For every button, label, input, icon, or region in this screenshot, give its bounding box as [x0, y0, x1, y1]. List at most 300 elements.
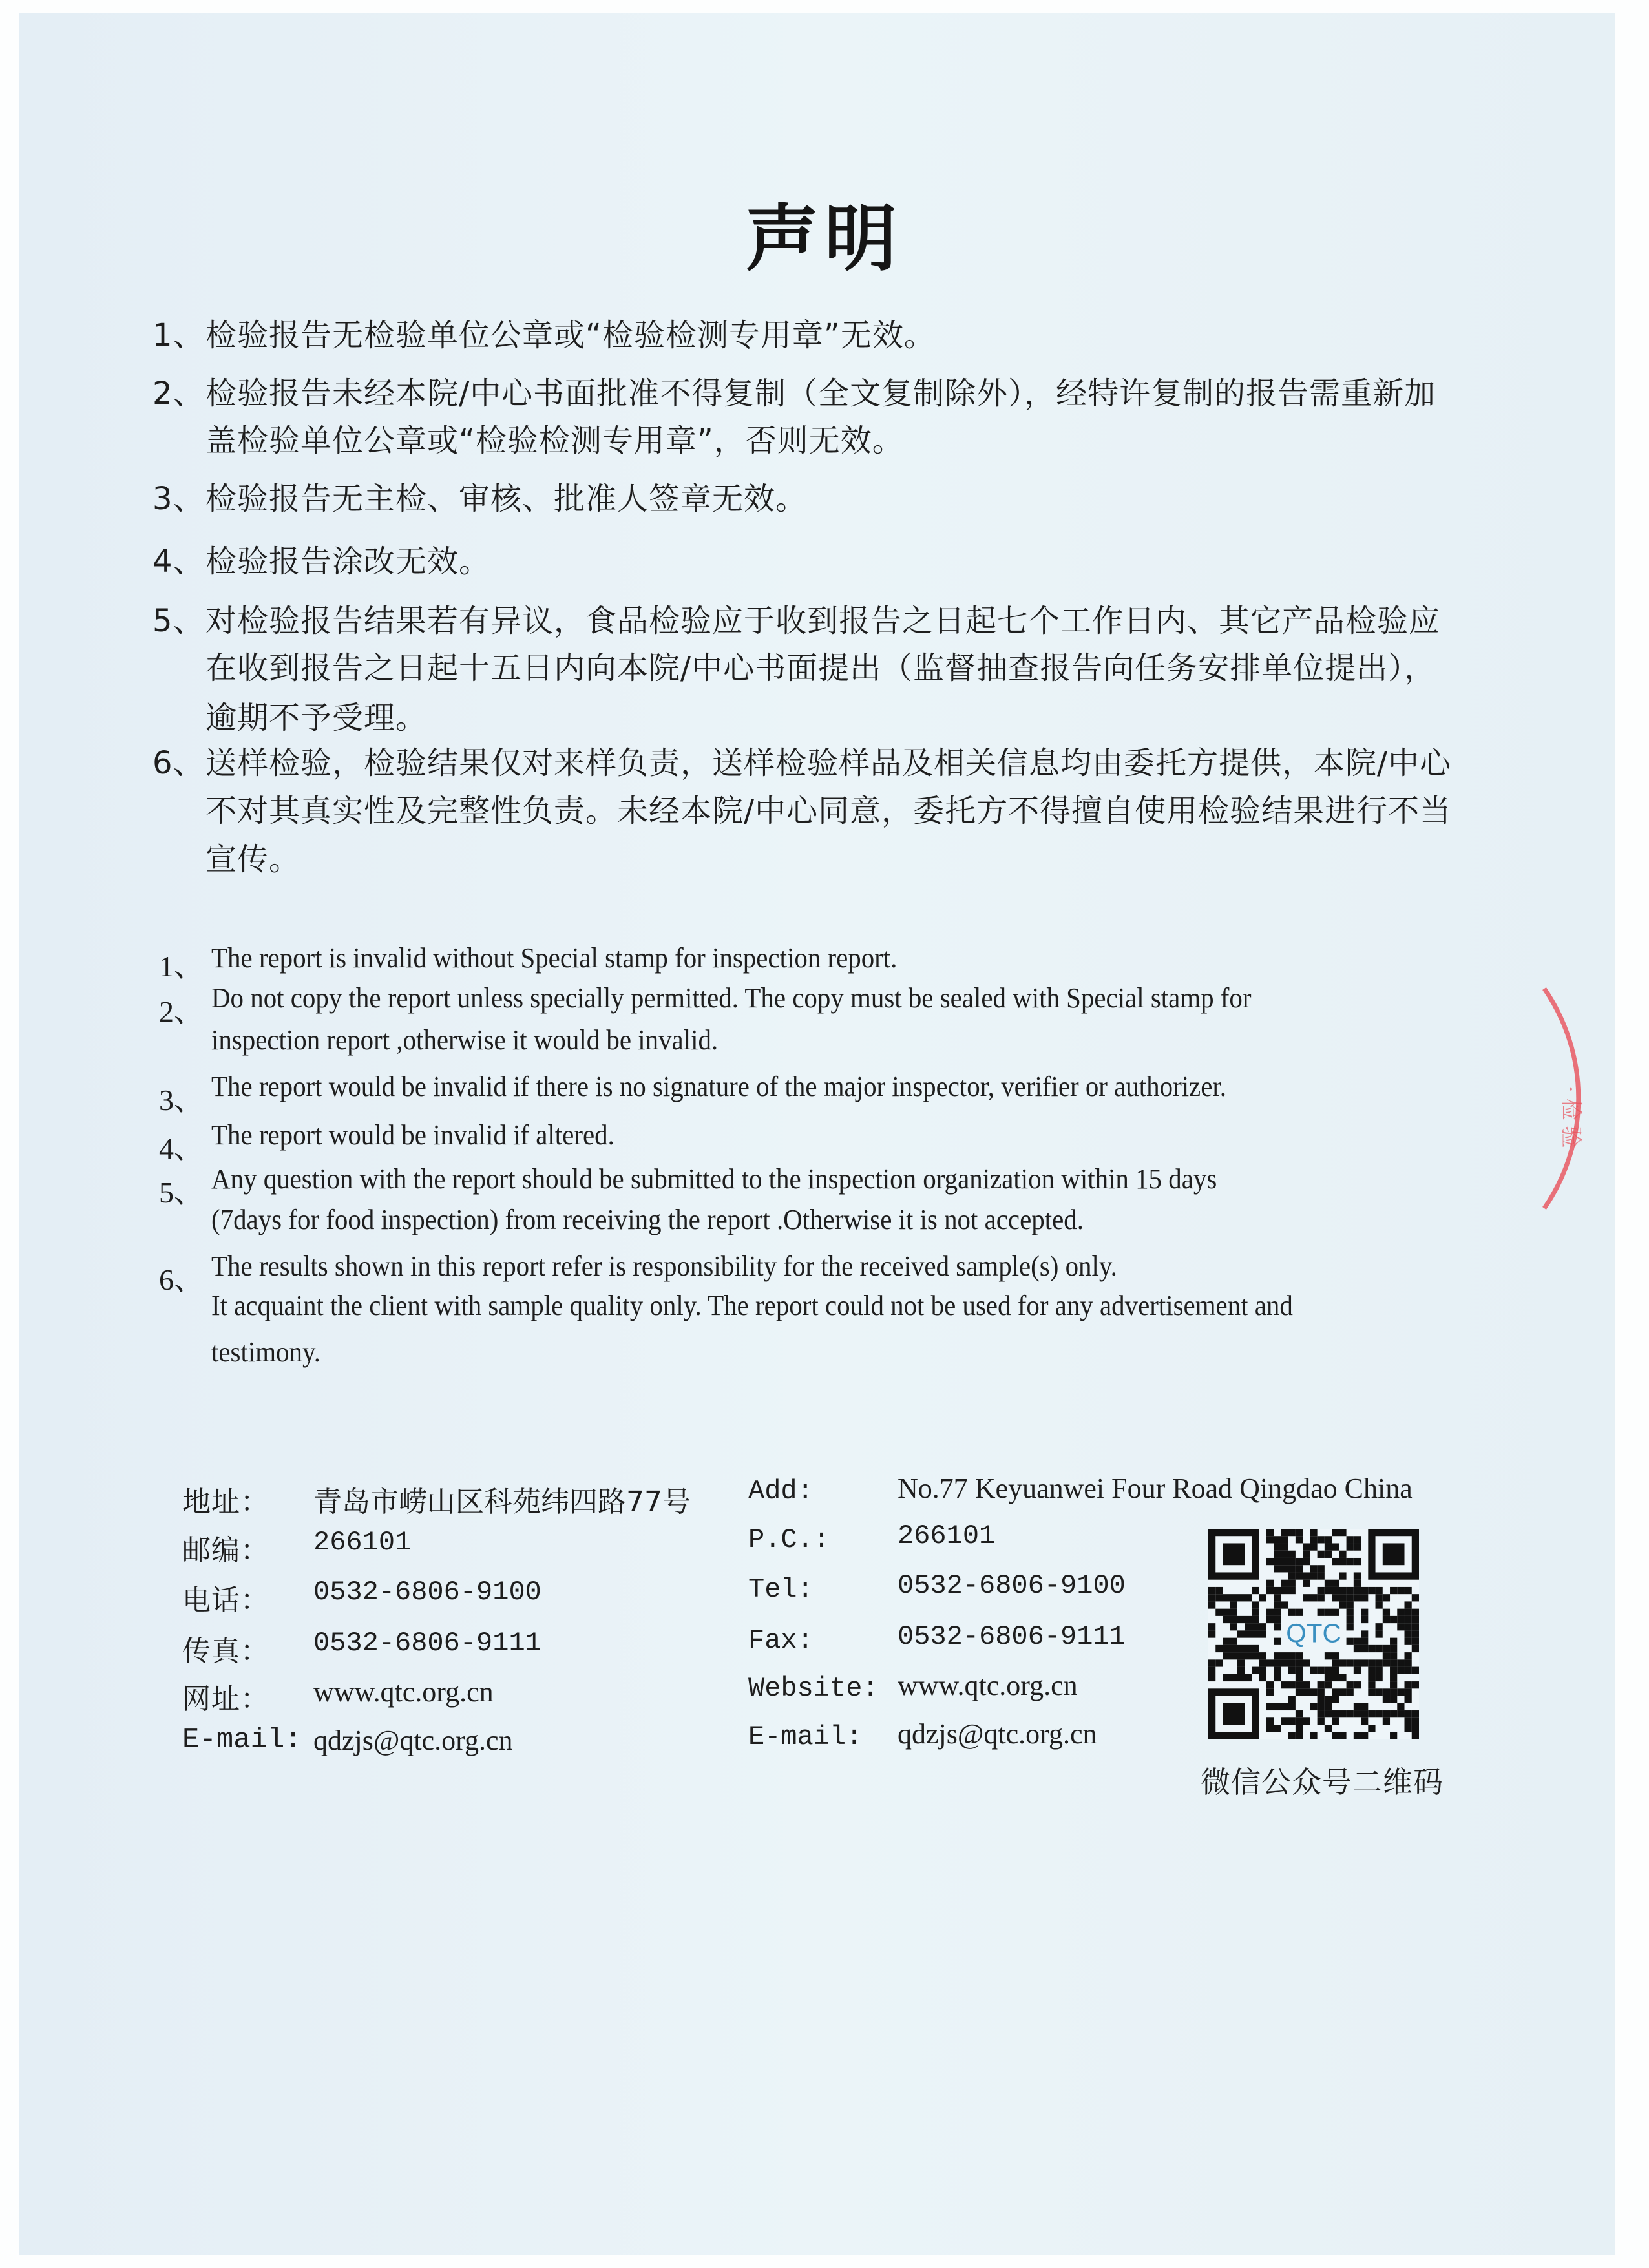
contact-value-en: 0532-6806-9100: [898, 1570, 1126, 1601]
qr-module: [1252, 1616, 1259, 1623]
qr-module: [1274, 1558, 1281, 1565]
qr-module: [1296, 1536, 1303, 1543]
qr-module: [1266, 1725, 1274, 1732]
qr-module: [1259, 1652, 1266, 1659]
qr-module: [1368, 1710, 1375, 1717]
qr-module: [1390, 1587, 1397, 1594]
qr-module: [1223, 1652, 1230, 1659]
en-item-text: The results shown in this report refer is responsibility for the received sample(s) only.: [211, 1250, 1117, 1282]
cn-item-number: 1、: [152, 317, 205, 353]
qr-module: [1325, 1667, 1332, 1674]
qr-module: [1303, 1688, 1310, 1696]
qr-module: [1245, 1594, 1252, 1601]
qr-module: [1266, 1587, 1274, 1594]
qr-module: [1376, 1645, 1383, 1652]
qr-module: [1208, 1674, 1215, 1681]
qr-module: [1237, 1674, 1245, 1681]
qr-module: [1318, 1667, 1325, 1674]
qr-module: [1288, 1667, 1296, 1674]
qr-module: [1361, 1710, 1368, 1717]
contact-label-cn: 网址：: [182, 1683, 269, 1716]
qr-module: [1368, 1688, 1375, 1696]
qr-module: [1405, 1652, 1412, 1659]
qr-module: [1266, 1717, 1274, 1725]
qr-module: [1237, 1630, 1245, 1637]
qr-finder: [1383, 1543, 1405, 1565]
qr-module: [1397, 1667, 1404, 1674]
qr-module: [1259, 1623, 1266, 1630]
qr-module: [1390, 1732, 1397, 1739]
qr-module: [1296, 1558, 1303, 1565]
qr-module: [1274, 1652, 1281, 1659]
qr-module: [1368, 1674, 1375, 1681]
qr-module: [1230, 1616, 1237, 1623]
qr-module: [1274, 1587, 1281, 1594]
qr-module: [1376, 1587, 1383, 1594]
qr-module: [1274, 1536, 1281, 1543]
qr-finder: [1223, 1703, 1245, 1725]
contact-value-en: 266101: [898, 1520, 996, 1551]
qr-module: [1230, 1601, 1237, 1608]
qr-module: [1383, 1717, 1390, 1725]
qr-module: [1383, 1710, 1390, 1717]
qr-module: [1318, 1688, 1325, 1696]
qr-module: [1412, 1594, 1419, 1601]
qr-module: [1296, 1710, 1303, 1717]
qr-module: [1325, 1551, 1332, 1558]
cn-item-text: 逾期不予受理。: [205, 700, 428, 736]
qr-module: [1354, 1543, 1361, 1550]
qr-module: [1288, 1565, 1296, 1572]
qr-module: [1230, 1674, 1237, 1681]
qr-module: [1288, 1587, 1296, 1594]
qr-module: [1361, 1630, 1368, 1637]
qr-module: [1252, 1623, 1259, 1630]
cn-item-number: 5、: [152, 603, 205, 639]
qr-module: [1405, 1601, 1412, 1608]
qr-module: [1347, 1594, 1354, 1601]
qr-module: [1354, 1580, 1361, 1587]
qr-module: [1237, 1659, 1245, 1666]
qr-module: [1347, 1543, 1354, 1550]
qr-module: [1405, 1630, 1412, 1637]
qr-module: [1296, 1609, 1303, 1616]
qr-module: [1339, 1594, 1346, 1601]
qr-module: [1215, 1645, 1223, 1652]
qr-module: [1259, 1594, 1266, 1601]
qr-module: [1332, 1696, 1339, 1703]
qr-module: [1325, 1696, 1332, 1703]
qr-module: [1237, 1652, 1245, 1659]
cn-item-text: 送样检验，检验结果仅对来样负责，送样检验样品及相关信息均由委托方提供，本院/中心: [205, 745, 1452, 781]
qr-module: [1405, 1725, 1412, 1732]
qr-module: [1325, 1536, 1332, 1543]
qr-module: [1303, 1717, 1310, 1725]
contact-label-cn: E-mail:: [182, 1724, 302, 1756]
qr-module: [1296, 1725, 1303, 1732]
qr-module: [1296, 1572, 1303, 1579]
qr-module: [1354, 1645, 1361, 1652]
qr-module: [1390, 1710, 1397, 1717]
qr-module: [1310, 1594, 1317, 1601]
qr-module: [1347, 1536, 1354, 1543]
contact-label-cn: 传真：: [182, 1635, 269, 1668]
qr-module: [1274, 1703, 1281, 1710]
qr-module: [1310, 1572, 1317, 1579]
qr-module: [1347, 1623, 1354, 1630]
qr-module: [1368, 1659, 1375, 1666]
en-item-text: testimony.: [211, 1336, 320, 1368]
qr-module: [1215, 1659, 1223, 1666]
qr-module: [1383, 1616, 1390, 1623]
qr-module: [1318, 1587, 1325, 1594]
qr-module: [1274, 1543, 1281, 1550]
qr-module: [1339, 1572, 1346, 1579]
qr-module: [1259, 1667, 1266, 1674]
qr-module: [1266, 1703, 1274, 1710]
qr-module: [1347, 1688, 1354, 1696]
qr-module: [1376, 1688, 1383, 1696]
qr-module: [1361, 1609, 1368, 1616]
page-title: 声明: [746, 197, 903, 281]
cn-item-text: 检验报告涂改无效。: [205, 543, 491, 580]
qr-module: [1266, 1536, 1274, 1543]
qr-module: [1208, 1623, 1215, 1630]
qr-module: [1296, 1674, 1303, 1681]
qr-module: [1259, 1630, 1266, 1637]
en-item-number: 2、: [159, 995, 204, 1028]
qr-module: [1332, 1609, 1339, 1616]
qr-module: [1354, 1536, 1361, 1543]
qr-module: [1354, 1703, 1361, 1710]
qr-module: [1390, 1616, 1397, 1623]
en-item-text: (7days for food inspection) from receiving the report .Otherwise it is not accepted.: [211, 1204, 1084, 1235]
qr-module: [1332, 1710, 1339, 1717]
qr-module: [1215, 1594, 1223, 1601]
qr-module: [1332, 1667, 1339, 1674]
en-item-text: inspection report ,otherwise it would be invalid.: [211, 1024, 719, 1056]
qr-module: [1383, 1688, 1390, 1696]
contact-value-en: www.qtc.org.cn: [898, 1670, 1078, 1701]
qr-module: [1245, 1623, 1252, 1630]
qr-module: [1332, 1580, 1339, 1587]
en-item-text: It acquaint the client with sample quality only. The report could not be used for any advertisement and: [211, 1290, 1293, 1321]
qr-module: [1288, 1703, 1296, 1710]
qr-module: [1318, 1594, 1325, 1601]
qtc-logo: QTC: [1286, 1618, 1341, 1648]
en-item-number: 3、: [159, 1084, 204, 1117]
qr-module: [1281, 1529, 1288, 1536]
qr-module: [1325, 1587, 1332, 1594]
contact-label-en: Website:: [748, 1673, 879, 1704]
qr-module: [1325, 1674, 1332, 1681]
qr-module: [1288, 1609, 1296, 1616]
qr-module: [1281, 1681, 1288, 1688]
qr-module: [1361, 1638, 1368, 1645]
qr-module: [1376, 1623, 1383, 1630]
qr-module: [1318, 1565, 1325, 1572]
qr-module: [1252, 1652, 1259, 1659]
qr-caption: 微信公众号二维码: [1201, 1765, 1444, 1800]
qr-module: [1354, 1710, 1361, 1717]
qr-module: [1339, 1659, 1346, 1666]
qr-module: [1397, 1703, 1404, 1710]
qr-module: [1215, 1609, 1223, 1616]
qr-module: [1252, 1601, 1259, 1608]
qr-module: [1347, 1638, 1354, 1645]
qr-module: [1347, 1587, 1354, 1594]
qr-module: [1310, 1543, 1317, 1550]
qr-module: [1361, 1717, 1368, 1725]
qr-module: [1296, 1667, 1303, 1674]
qr-module: [1347, 1681, 1354, 1688]
qr-module: [1339, 1688, 1346, 1696]
qr-module: [1281, 1601, 1288, 1608]
qr-module: [1303, 1681, 1310, 1688]
qr-module: [1325, 1725, 1332, 1732]
qr-module: [1281, 1652, 1288, 1659]
qr-module: [1266, 1558, 1274, 1565]
qr-module: [1296, 1659, 1303, 1666]
qr-module: [1376, 1667, 1383, 1674]
qr-module: [1266, 1616, 1274, 1623]
qr-module: [1274, 1594, 1281, 1601]
qr-module: [1281, 1703, 1288, 1710]
qr-module: [1405, 1616, 1412, 1623]
qr-module: [1318, 1681, 1325, 1688]
qr-module: [1332, 1543, 1339, 1550]
qr-module: [1412, 1732, 1419, 1739]
qr-module: [1274, 1638, 1281, 1645]
qr-module: [1376, 1659, 1383, 1666]
qr-module: [1245, 1645, 1252, 1652]
en-item-text: The report would be invalid if altered.: [211, 1119, 614, 1151]
qr-module: [1310, 1732, 1317, 1739]
qr-module: [1405, 1688, 1412, 1696]
qr-module: [1405, 1696, 1412, 1703]
qr-module: [1405, 1659, 1412, 1666]
qr-module: [1361, 1616, 1368, 1623]
qr-module: [1310, 1667, 1317, 1674]
contact-value-cn: 青岛市崂山区科苑纬四路77号: [313, 1486, 691, 1518]
qr-module: [1223, 1645, 1230, 1652]
qr-module: [1412, 1645, 1419, 1652]
qr-module: [1318, 1536, 1325, 1543]
qr-module: [1288, 1529, 1296, 1536]
qr-module: [1281, 1536, 1288, 1543]
qr-module: [1281, 1565, 1288, 1572]
qr-module: [1310, 1688, 1317, 1696]
qr-module: [1412, 1681, 1419, 1688]
qr-module: [1368, 1645, 1375, 1652]
qr-module: [1361, 1645, 1368, 1652]
qr-module: [1318, 1717, 1325, 1725]
qr-module: [1296, 1717, 1303, 1725]
qr-module: [1347, 1616, 1354, 1623]
qr-module: [1361, 1703, 1368, 1710]
cn-item-text: 宣传。: [205, 841, 301, 877]
qr-module: [1397, 1688, 1404, 1696]
qr-module: [1208, 1667, 1215, 1674]
qr-module: [1325, 1543, 1332, 1550]
qr-module: [1390, 1645, 1397, 1652]
qr-module: [1288, 1572, 1296, 1579]
contact-label-cn: 地址：: [182, 1486, 269, 1518]
qr-module: [1325, 1681, 1332, 1688]
qr-module: [1318, 1703, 1325, 1710]
qr-module: [1310, 1565, 1317, 1572]
qr-module: [1405, 1638, 1412, 1645]
cn-item-number: 3、: [152, 481, 205, 517]
qr-module: [1405, 1681, 1412, 1688]
qr-module: [1318, 1710, 1325, 1717]
qr-module: [1288, 1696, 1296, 1703]
qr-module: [1281, 1717, 1288, 1725]
qr-module: [1296, 1681, 1303, 1688]
en-item-text: Any question with the report should be submitted to the inspection organization within 15 days: [211, 1163, 1217, 1195]
contact-label-en: Add:: [748, 1476, 814, 1507]
qr-module: [1252, 1645, 1259, 1652]
qr-module: [1274, 1565, 1281, 1572]
en-item-number: 5、: [159, 1176, 204, 1209]
contact-label-cn: 电话：: [182, 1584, 269, 1617]
qr-module: [1332, 1529, 1339, 1536]
qr-module: [1318, 1572, 1325, 1579]
qr-module: [1223, 1638, 1230, 1645]
contact-value-cn: qdzjs@qtc.org.cn: [313, 1725, 513, 1756]
qr-module: [1332, 1688, 1339, 1696]
qr-module: [1230, 1623, 1237, 1630]
qr-module: [1288, 1580, 1296, 1587]
stamp-mark: · 检 验: [1559, 1086, 1582, 1148]
qr-module: [1383, 1659, 1390, 1666]
qr-module: [1339, 1710, 1346, 1717]
qr-module: [1288, 1558, 1296, 1565]
qr-module: [1288, 1551, 1296, 1558]
qr-module: [1390, 1696, 1397, 1703]
contact-value-en: 0532-6806-9111: [898, 1621, 1126, 1652]
qr-module: [1259, 1674, 1266, 1681]
qr-module: [1390, 1652, 1397, 1659]
qr-module: [1354, 1667, 1361, 1674]
qr-module: [1412, 1710, 1419, 1717]
qr-module: [1354, 1681, 1361, 1688]
qr-module: [1354, 1558, 1361, 1565]
qr-module: [1339, 1732, 1346, 1739]
qr-module: [1223, 1674, 1230, 1681]
qr-module: [1274, 1674, 1281, 1681]
contact-label-en: Tel:: [748, 1574, 814, 1605]
contact-label-en: P.C.:: [748, 1524, 830, 1555]
qr-module: [1245, 1616, 1252, 1623]
qr-module: [1376, 1630, 1383, 1637]
qr-module: [1390, 1674, 1397, 1681]
qr-module: [1296, 1565, 1303, 1572]
contact-label-cn: 邮编：: [182, 1534, 269, 1567]
cn-item-text: 检验报告未经本院/中心书面批准不得复制（全文复制除外），经特许复制的报告需重新加: [205, 375, 1436, 412]
qr-module: [1310, 1703, 1317, 1710]
qr-module: [1397, 1623, 1404, 1630]
qr-module: [1266, 1681, 1274, 1688]
qr-module: [1318, 1551, 1325, 1558]
qr-module: [1405, 1710, 1412, 1717]
contact-value-cn: 0532-6806-9111: [313, 1628, 541, 1659]
qr-module: [1412, 1717, 1419, 1725]
qr-module: [1347, 1558, 1354, 1565]
qr-module: [1274, 1601, 1281, 1608]
qr-module: [1332, 1717, 1339, 1725]
qr-module: [1376, 1594, 1383, 1601]
qr-module: [1208, 1594, 1215, 1601]
qr-module: [1397, 1659, 1404, 1666]
qr-module: [1303, 1543, 1310, 1550]
qr-module: [1339, 1601, 1346, 1608]
qr-module: [1383, 1645, 1390, 1652]
qr-module: [1383, 1652, 1390, 1659]
qr-module: [1325, 1580, 1332, 1587]
qr-module: [1332, 1674, 1339, 1681]
qr-module: [1252, 1667, 1259, 1674]
qr-module: [1339, 1587, 1346, 1594]
qr-module: [1412, 1616, 1419, 1623]
qr-module: [1325, 1703, 1332, 1710]
qr-module: [1376, 1601, 1383, 1608]
qr-module: [1245, 1630, 1252, 1637]
qr-module: [1405, 1587, 1412, 1594]
qr-module: [1310, 1536, 1317, 1543]
cn-item-number: 4、: [152, 543, 205, 580]
qr-module: [1390, 1638, 1397, 1645]
qr-module: [1397, 1587, 1404, 1594]
qr-module: [1361, 1587, 1368, 1594]
qr-module: [1208, 1659, 1215, 1666]
qr-module: [1412, 1609, 1419, 1616]
contact-value-en: qdzjs@qtc.org.cn: [898, 1718, 1097, 1750]
qr-module: [1390, 1659, 1397, 1666]
qr-module: [1405, 1717, 1412, 1725]
qr-module: [1288, 1732, 1296, 1739]
qr-module: [1412, 1630, 1419, 1637]
cn-item-number: 2、: [152, 375, 205, 412]
qr-module: [1274, 1616, 1281, 1623]
qr-module: [1208, 1587, 1215, 1594]
qr-module: [1318, 1696, 1325, 1703]
qr-module: [1339, 1529, 1346, 1536]
qr-module: [1332, 1558, 1339, 1565]
qr-module: [1339, 1674, 1346, 1681]
qr-module: [1245, 1674, 1252, 1681]
qr-module: [1208, 1601, 1215, 1608]
qr-module: [1237, 1616, 1245, 1623]
qr-module: [1354, 1594, 1361, 1601]
qr-module: [1376, 1674, 1383, 1681]
qr-module: [1325, 1609, 1332, 1616]
qr-module: [1354, 1659, 1361, 1666]
qr-module: [1390, 1688, 1397, 1696]
qr-module: [1252, 1609, 1259, 1616]
qr-module: [1303, 1580, 1310, 1587]
qr-module: [1303, 1572, 1310, 1579]
qr-module: [1252, 1630, 1259, 1637]
qr-module: [1237, 1667, 1245, 1674]
qr-module: [1368, 1681, 1375, 1688]
qr-module: [1347, 1710, 1354, 1717]
cn-item-text: 检验报告无主检、审核、批准人签章无效。: [205, 481, 808, 517]
cn-item-number: 6、: [152, 745, 205, 781]
qr-module: [1397, 1609, 1404, 1616]
qr-module: [1412, 1667, 1419, 1674]
qr-module: [1332, 1587, 1339, 1594]
